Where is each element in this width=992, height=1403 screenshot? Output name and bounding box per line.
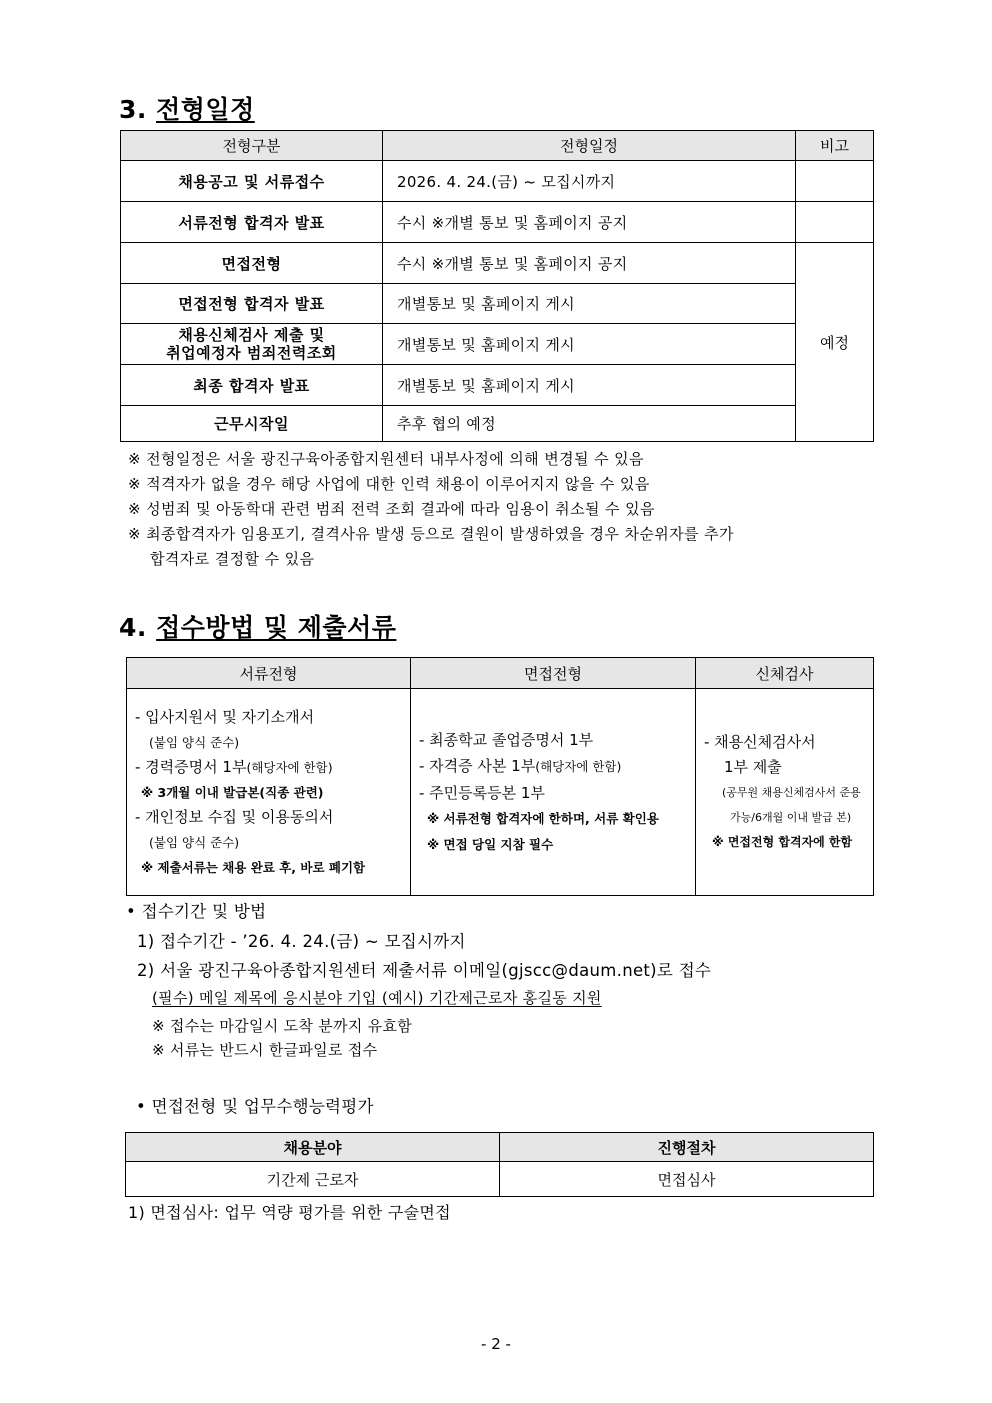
interview-line: - 주민등록등본 1부 [419, 783, 545, 802]
schedule-cell: 개별통보 및 홈페이지 게시 [383, 324, 796, 365]
schedule-cell: 개별통보 및 홈페이지 게시 [383, 284, 796, 324]
medical-line: - 채용신체검사서 [704, 732, 816, 751]
schedule-notes [128, 447, 878, 572]
doc-line: ※ 제출서류는 채용 완료 후, 바로 폐기함 [141, 859, 366, 875]
stage-line: 채용신체검사 제출 및 [178, 326, 325, 344]
header-documents: 서류전형 [127, 658, 411, 689]
schedule-row [121, 284, 874, 324]
header-medical: 신체검사 [696, 658, 874, 689]
schedule-row [121, 324, 874, 365]
apply-heading: • 접수기간 및 방법 [126, 902, 267, 921]
apply-line-required: (필수) 메일 제목에 응시분야 기입 (예시) 기간제근로자 홍길동 지원 [152, 989, 602, 1007]
schedule-row [121, 161, 874, 202]
documents-cell [127, 689, 411, 896]
medical-line: ※ 면접전형 합격자에 한함 [712, 834, 853, 849]
apply-note: ※ 서류는 반드시 한글파일로 접수 [152, 1041, 378, 1059]
doc-line-sub: (해당자에 한함) [246, 759, 333, 775]
section4-title-text: 접수방법 및 제출서류 [156, 613, 397, 642]
stage-line: 취업예정자 범죄전력조회 [166, 344, 337, 362]
doc-line: ※ 3개월 이내 발급본(직종 관련) [141, 784, 324, 800]
note-line: ※ 전형일정은 서울 광진구육아종합지원센터 내부사정에 의해 변경될 수 있음 [128, 450, 644, 468]
schedule-row [121, 202, 874, 243]
interview-line: ※ 면접 당일 지참 필수 [427, 836, 554, 852]
section4-title [119, 608, 396, 644]
header-interview: 면접전형 [411, 658, 696, 689]
header-schedule: 전형일정 [383, 131, 796, 161]
section3-title-text: 전형일정 [156, 95, 255, 124]
interview-line: ※ 서류전형 합격자에 한하며, 서류 확인용 [427, 810, 659, 826]
schedule-header-row [121, 131, 874, 161]
header-remark: 비고 [796, 131, 874, 161]
schedule-table [120, 130, 874, 442]
header-procedure: 진행절차 [500, 1133, 874, 1162]
stage-cell: 면접전형 합격자 발표 [121, 284, 383, 324]
header-stage: 전형구분 [121, 131, 383, 161]
apply-line: 1) 접수기간 - ’26. 4. 24.(금) ~ 모집시까지 [137, 932, 466, 951]
doc-line [135, 755, 404, 780]
interview-line: - 최종학교 졸업증명서 1부 [419, 730, 594, 749]
interview-header-row [126, 1133, 874, 1162]
interview-cell [411, 689, 696, 896]
doc-line: - 개인정보 수집 및 이용동의서 [135, 807, 334, 826]
schedule-cell: 수시 ※개별 통보 및 홈페이지 공지 [383, 243, 796, 284]
interview-line-sub: (해당자에 한함) [535, 758, 622, 774]
interview-line [419, 753, 689, 780]
documents-header-row [127, 658, 874, 689]
section4-number: 4. [119, 613, 147, 642]
apply-line: 2) 서울 광진구육아종합지원센터 제출서류 이메일(gjscc@daum.net)로 접수 [137, 961, 712, 980]
page-number: - 2 - [481, 1335, 511, 1353]
schedule-cell: 개별통보 및 홈페이지 게시 [383, 365, 796, 406]
note-line: ※ 성범죄 및 아동학대 관련 범죄 전력 조회 결과에 따라 임용이 취소될 수 있음 [128, 500, 655, 518]
schedule-cell: 2026. 4. 24.(금) ~ 모집시까지 [383, 161, 796, 202]
medical-cell [696, 689, 874, 896]
stage-cell: 채용공고 및 서류접수 [121, 161, 383, 202]
schedule-row [121, 365, 874, 406]
procedure-cell: 면접심사 [500, 1162, 874, 1197]
documents-table [126, 657, 874, 896]
apply-note: ※ 접수는 마감일시 도착 분까지 유효함 [152, 1017, 413, 1035]
stage-cell: 면접전형 [121, 243, 383, 284]
medical-line: 1부 제출 [724, 757, 782, 776]
interview-footnote: 1) 면접심사: 업무 역량 평가를 위한 구술면접 [128, 1203, 451, 1222]
schedule-cell: 수시 ※개별 통보 및 홈페이지 공지 [383, 202, 796, 243]
interview-table [125, 1132, 874, 1197]
documents-row [127, 689, 874, 896]
schedule-row [121, 406, 874, 442]
remark-cell [796, 161, 874, 202]
stage-cell [121, 324, 383, 365]
doc-line-main: - 경력증명서 1부 [135, 757, 247, 776]
section3-title [119, 90, 255, 126]
remark-cell: 예정 [796, 243, 874, 442]
medical-line: (공무원 채용신체검사서 준용 [722, 785, 861, 799]
schedule-cell: 추후 협의 예정 [383, 406, 796, 442]
stage-cell: 최종 합격자 발표 [121, 365, 383, 406]
interview-heading: • 면접전형 및 업무수행능력평가 [136, 1097, 374, 1116]
schedule-row [121, 243, 874, 284]
remark-cell [796, 202, 874, 243]
doc-line: - 입사지원서 및 자기소개서 [135, 707, 315, 726]
doc-line: (붙임 양식 준수) [149, 734, 240, 750]
medical-line: 가능/6개월 이내 발급 본) [730, 810, 852, 824]
interview-row [126, 1162, 874, 1197]
header-field: 채용분야 [126, 1133, 500, 1162]
doc-line: (붙임 양식 준수) [149, 834, 240, 850]
stage-cell: 근무시작일 [121, 406, 383, 442]
interview-line-main: - 자격증 사본 1부 [419, 756, 536, 775]
stage-cell: 서류전형 합격자 발표 [121, 202, 383, 243]
note-line: ※ 적격자가 없을 경우 해당 사업에 대한 인력 채용이 이루어지지 않을 수 있음 [128, 475, 650, 493]
note-line: 합격자로 결정할 수 있음 [150, 550, 315, 568]
note-line: ※ 최종합격자가 임용포기, 결격사유 발생 등으로 결원이 발생하였을 경우 차순위자를 추가 [128, 525, 734, 543]
section3-number: 3. [119, 95, 147, 124]
field-cell: 기간제 근로자 [126, 1162, 500, 1197]
